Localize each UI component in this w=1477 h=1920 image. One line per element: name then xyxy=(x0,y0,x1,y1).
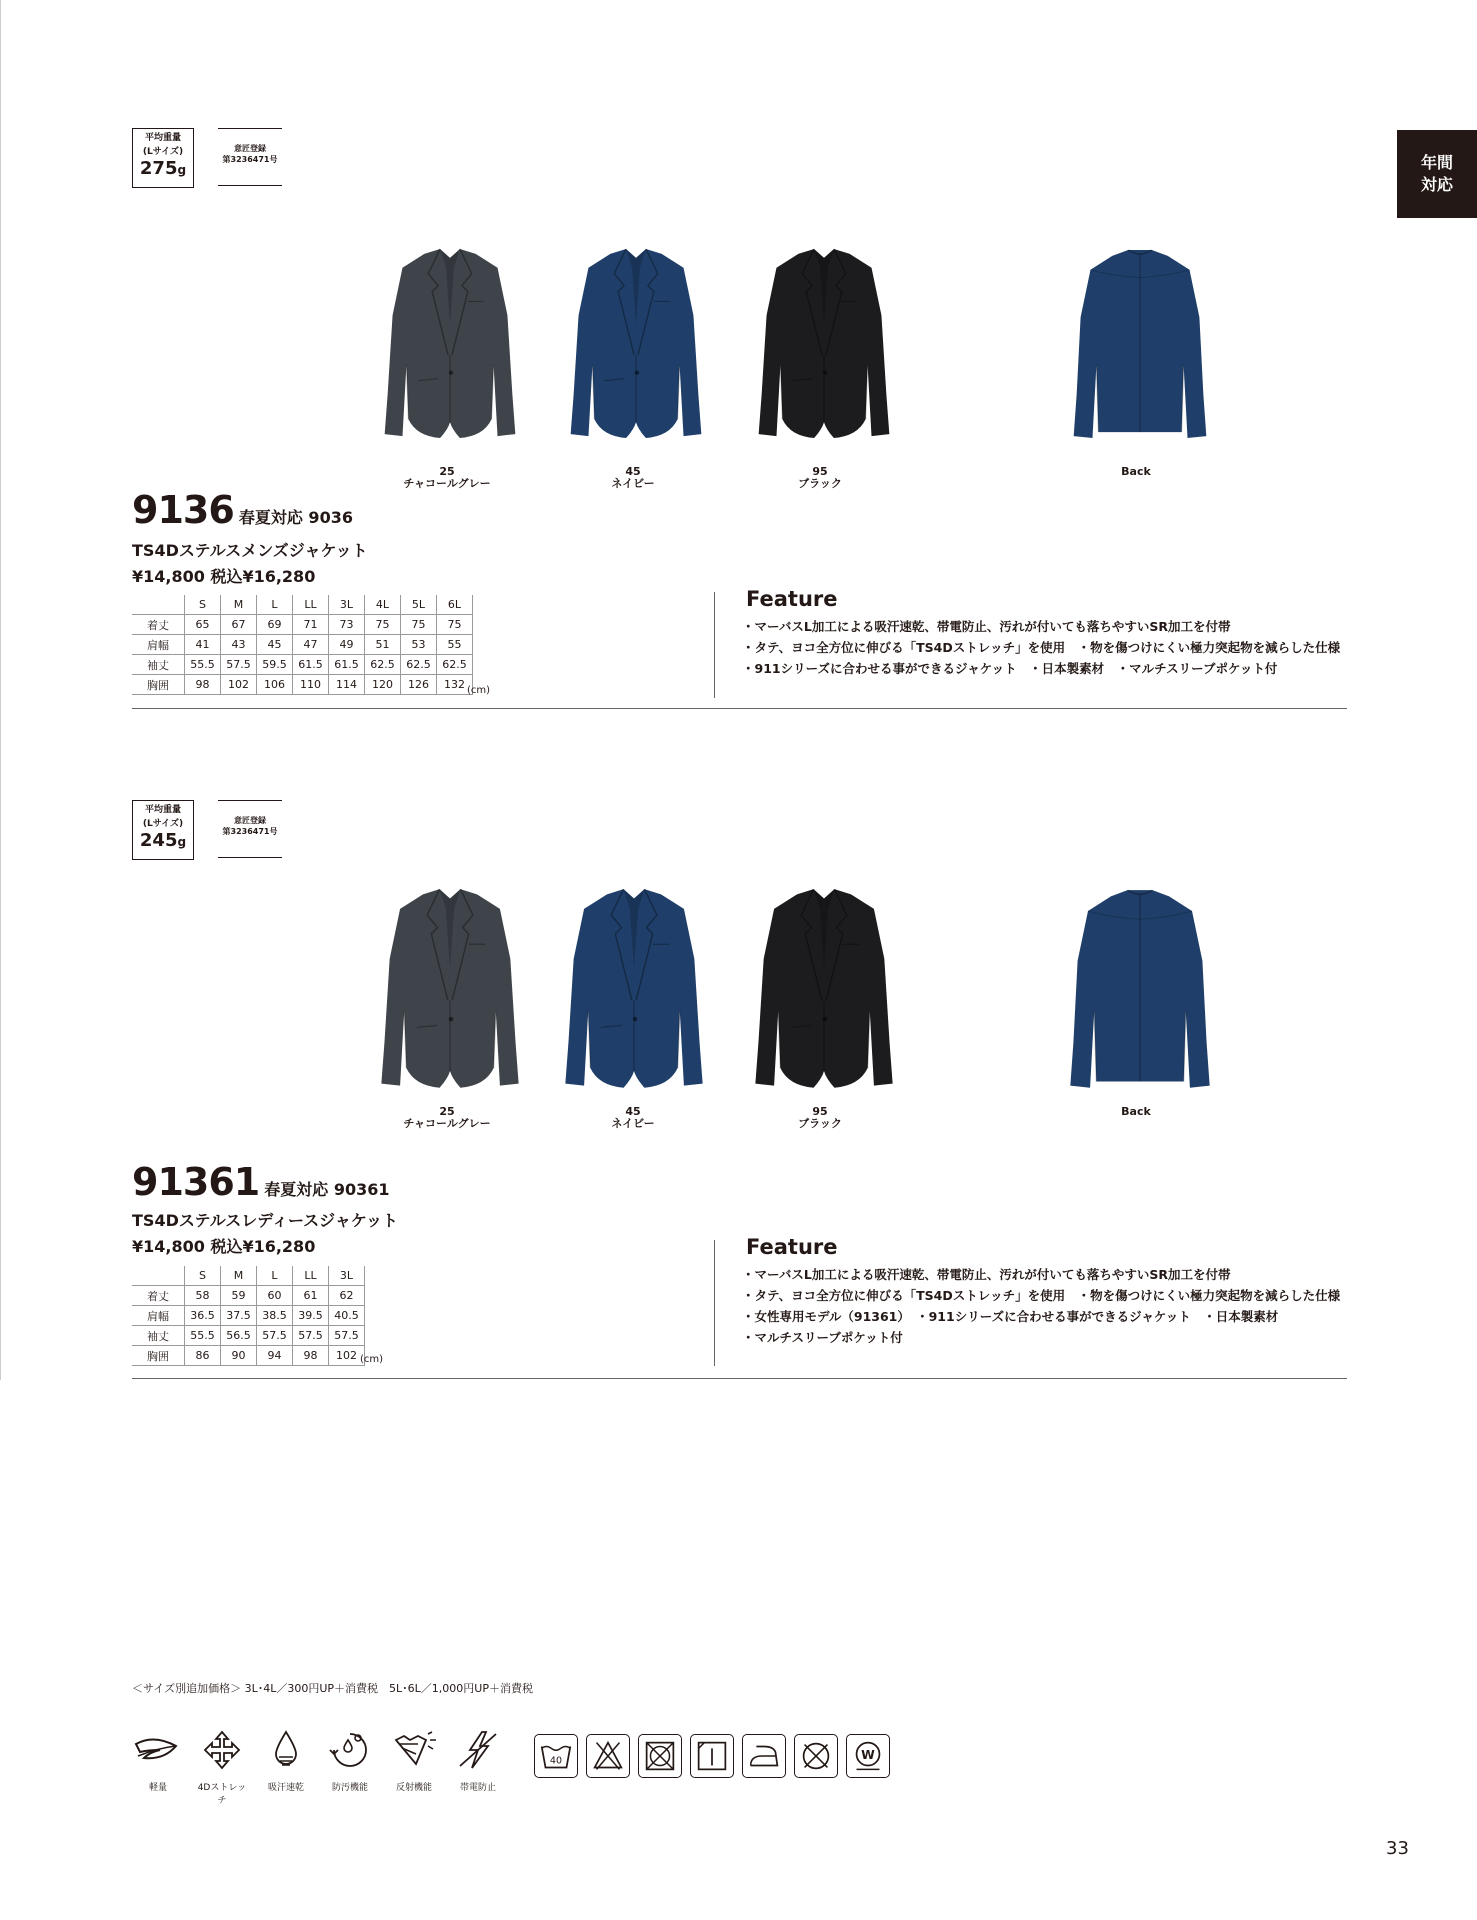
weight-box xyxy=(132,128,194,188)
wet-clean-icon xyxy=(846,1734,890,1778)
feature-item: ・マーバスL加工による吸汗速乾、帯電防止、汚れが付いても落ちやすいSR加工を付帯 xyxy=(742,1267,1231,1282)
size-row xyxy=(132,675,473,695)
design-registration xyxy=(218,800,282,858)
product-name: TS4Dステルスレディースジャケット xyxy=(132,1211,399,1230)
color-code: 95 xyxy=(812,1105,828,1118)
size-cell: 45 xyxy=(257,635,293,655)
color-code: 95 xyxy=(812,465,828,478)
size-header: 6L xyxy=(437,595,473,615)
care-labels xyxy=(534,1734,890,1778)
color-name: チャコールグレー xyxy=(403,477,491,490)
size-row xyxy=(132,655,473,675)
section-divider xyxy=(132,708,1347,709)
size-cell: 56.5 xyxy=(221,1326,257,1346)
feature-item: ・マルチスリーブポケット付 xyxy=(742,1330,903,1345)
function-label: 反射機能 xyxy=(395,1783,432,1793)
jacket-image-charcoal xyxy=(372,886,528,1094)
function-label: 軽量 xyxy=(148,1783,167,1793)
size-header: M xyxy=(221,1266,257,1286)
color-caption xyxy=(750,1106,890,1130)
size-row xyxy=(132,1346,365,1366)
iron-low-icon xyxy=(742,1734,786,1778)
size-cell: 102 xyxy=(221,675,257,695)
feature-item: ・タテ、ヨコ全方位に伸びる「TS4Dストレッチ」を使用 ・物を傷つけにくい極力突起物を減らした仕様 xyxy=(742,640,1341,655)
size-cell: 47 xyxy=(293,635,329,655)
function-icon-item xyxy=(260,1730,312,1806)
size-header: S xyxy=(185,1266,221,1286)
weight-label: 平均重量 xyxy=(144,805,181,815)
size-cell: 58 xyxy=(185,1286,221,1306)
model-number: 9136 xyxy=(132,488,234,532)
sweat-drop-icon xyxy=(262,1730,310,1770)
size-header: LL xyxy=(293,1266,329,1286)
feature-item: ・タテ、ヨコ全方位に伸びる「TS4Dストレッチ」を使用 ・物を傷つけにくい極力突起物を減らした仕様 xyxy=(742,1288,1341,1303)
size-row xyxy=(132,635,473,655)
size-cell: 40.5 xyxy=(329,1306,365,1326)
size-cell: 90 xyxy=(221,1346,257,1366)
size-cell: 53 xyxy=(401,635,437,655)
design-reg-number: 第3236471号 xyxy=(222,155,278,164)
size-cell: 62.5 xyxy=(365,655,401,675)
feature-title: Feature xyxy=(746,1235,838,1259)
weight-size-label: (Lサイズ) xyxy=(142,819,184,829)
size-cell: 62 xyxy=(329,1286,365,1306)
wet-clean-letter: W xyxy=(861,1746,875,1762)
size-row xyxy=(132,1326,365,1346)
size-cell: 75 xyxy=(401,615,437,635)
model-summer-variant: 春夏対応 90361 xyxy=(264,1180,390,1199)
size-cell: 57.5 xyxy=(293,1326,329,1346)
antistatic-icon xyxy=(454,1730,502,1770)
feature-title: Feature xyxy=(746,587,838,611)
function-icons xyxy=(132,1730,504,1806)
season-tab xyxy=(1397,130,1477,218)
season-tab-line2: 対応 xyxy=(1420,175,1453,194)
design-reg-number: 第3236471号 xyxy=(222,827,278,836)
size-cell: 94 xyxy=(257,1346,293,1366)
size-cell: 69 xyxy=(257,615,293,635)
feature-item: ・女性専用モデル（91361） ・911シリーズに合わせる事ができるジャケット ・日本製素材 xyxy=(742,1309,1279,1324)
size-row-label: 肩幅 xyxy=(132,635,185,655)
stain-resistant-icon xyxy=(326,1730,374,1770)
size-cell: 86 xyxy=(185,1346,221,1366)
size-cell: 36.5 xyxy=(185,1306,221,1326)
function-label: 吸汗速乾 xyxy=(267,1783,304,1793)
size-cell: 75 xyxy=(365,615,401,635)
weight-value: 245g xyxy=(139,830,187,851)
model-summer-variant: 春夏対応 9036 xyxy=(238,508,353,527)
feature-list xyxy=(742,1264,1340,1348)
color-name: チャコールグレー xyxy=(403,1117,491,1130)
size-header: 3L xyxy=(329,595,365,615)
size-header: 3L xyxy=(329,1266,365,1286)
size-row xyxy=(132,1306,365,1326)
size-cell: 57.5 xyxy=(329,1326,365,1346)
color-caption xyxy=(563,1106,703,1130)
color-name: ブラック xyxy=(798,477,842,490)
size-header: M xyxy=(221,595,257,615)
size-cell: 43 xyxy=(221,635,257,655)
size-cell: 120 xyxy=(365,675,401,695)
size-cell: 60 xyxy=(257,1286,293,1306)
function-icon-item xyxy=(324,1730,376,1806)
back-label: Back xyxy=(1121,1105,1151,1118)
price: ¥14,800 税込¥16,280 xyxy=(132,567,316,586)
size-table xyxy=(132,1266,365,1366)
color-code: 45 xyxy=(625,465,641,478)
jacket-image-black xyxy=(746,886,902,1094)
size-cell: 106 xyxy=(257,675,293,695)
wash-40-icon xyxy=(534,1734,578,1778)
product-name: TS4Dステルスメンズジャケット xyxy=(132,541,368,560)
size-cell: 132 xyxy=(437,675,473,695)
size-cell: 55.5 xyxy=(185,1326,221,1346)
size-cell: 65 xyxy=(185,615,221,635)
price: ¥14,800 税込¥16,280 xyxy=(132,1237,316,1256)
size-cell: 39.5 xyxy=(293,1306,329,1326)
function-icon-item xyxy=(132,1730,184,1806)
size-cell: 59 xyxy=(221,1286,257,1306)
function-label: 4Dストレッチ xyxy=(197,1783,247,1806)
size-cell: 61 xyxy=(293,1286,329,1306)
function-icon-item xyxy=(452,1730,504,1806)
line-dry-shade-icon xyxy=(690,1734,734,1778)
function-icon-item xyxy=(196,1730,248,1806)
feature-list xyxy=(742,616,1340,679)
size-cell: 98 xyxy=(293,1346,329,1366)
season-tab-line1: 年間 xyxy=(1420,153,1453,172)
back-caption xyxy=(1066,1106,1206,1118)
size-row xyxy=(132,1286,365,1306)
size-cell: 61.5 xyxy=(329,655,365,675)
size-cell: 75 xyxy=(437,615,473,635)
size-price-note: ＜サイズ別追加価格＞ 3L･4L／300円UP＋消費税 5L･6L／1,000円UP＋消費税 xyxy=(132,1682,533,1695)
size-row-label: 袖丈 xyxy=(132,655,185,675)
size-cell: 37.5 xyxy=(221,1306,257,1326)
size-row-label: 着丈 xyxy=(132,1286,185,1306)
color-code: 25 xyxy=(439,465,455,478)
color-code: 45 xyxy=(625,1105,641,1118)
size-cell: 57.5 xyxy=(221,655,257,675)
design-reg-label: 意匠登録 xyxy=(234,144,266,153)
jacket-image-back xyxy=(1066,246,1214,444)
size-cell: 41 xyxy=(185,635,221,655)
size-cell: 55 xyxy=(437,635,473,655)
size-row xyxy=(132,615,473,635)
size-header-row xyxy=(132,1266,365,1286)
size-header: 4L xyxy=(365,595,401,615)
function-icon-item xyxy=(388,1730,440,1806)
size-cell: 67 xyxy=(221,615,257,635)
size-cell: 126 xyxy=(401,675,437,695)
size-header: 5L xyxy=(401,595,437,615)
wash-temp: 40 xyxy=(549,1755,563,1767)
size-header: LL xyxy=(293,595,329,615)
color-code: 25 xyxy=(439,1105,455,1118)
color-name: ネイビー xyxy=(611,1117,655,1130)
size-cell: 51 xyxy=(365,635,401,655)
page-edge-line xyxy=(0,0,1,1380)
feather-icon xyxy=(134,1730,182,1770)
size-cell: 102 xyxy=(329,1346,365,1366)
size-cell: 57.5 xyxy=(257,1326,293,1346)
unit-label: (cm) xyxy=(360,1354,384,1365)
size-cell: 62.5 xyxy=(401,655,437,675)
column-divider xyxy=(714,1240,715,1366)
weight-value: 275g xyxy=(139,158,187,179)
function-label: 防汚機能 xyxy=(331,1783,368,1793)
unit-label: (cm) xyxy=(467,685,491,696)
back-caption xyxy=(1066,466,1206,478)
jacket-image-navy xyxy=(556,886,712,1094)
weight-box xyxy=(132,800,194,860)
feature-item: ・マーバスL加工による吸汗速乾、帯電防止、汚れが付いても落ちやすいSR加工を付帯 xyxy=(742,619,1231,634)
no-dry-clean-icon xyxy=(794,1734,838,1778)
no-bleach-icon xyxy=(586,1734,630,1778)
size-header: L xyxy=(257,595,293,615)
color-caption xyxy=(750,466,890,490)
size-row-label: 胸囲 xyxy=(132,675,185,695)
back-label: Back xyxy=(1121,465,1151,478)
model-heading xyxy=(132,488,353,532)
size-row-label: 袖丈 xyxy=(132,1326,185,1346)
column-divider xyxy=(714,592,715,698)
color-caption xyxy=(377,1106,517,1130)
design-registration xyxy=(218,128,282,186)
size-cell: 55.5 xyxy=(185,655,221,675)
jacket-image-back xyxy=(1062,886,1218,1094)
size-row-label: 肩幅 xyxy=(132,1306,185,1326)
no-tumble-dry-icon xyxy=(638,1734,682,1778)
jacket-image-navy xyxy=(562,246,710,444)
size-cell: 49 xyxy=(329,635,365,655)
size-cell: 61.5 xyxy=(293,655,329,675)
model-heading xyxy=(132,1160,390,1204)
size-cell: 73 xyxy=(329,615,365,635)
section-divider xyxy=(132,1378,1347,1379)
size-header-row xyxy=(132,595,473,615)
size-row-label: 胸囲 xyxy=(132,1346,185,1366)
size-cell: 110 xyxy=(293,675,329,695)
jacket-image-charcoal xyxy=(376,246,524,444)
color-name: ネイビー xyxy=(611,477,655,490)
weight-size-label: (Lサイズ) xyxy=(142,147,184,157)
size-cell: 62.5 xyxy=(437,655,473,675)
reflective-icon xyxy=(390,1730,438,1770)
color-caption xyxy=(563,466,703,490)
size-cell: 59.5 xyxy=(257,655,293,675)
size-cell: 71 xyxy=(293,615,329,635)
model-number: 91361 xyxy=(132,1160,260,1204)
size-row-label: 着丈 xyxy=(132,615,185,635)
stretch-icon xyxy=(198,1730,246,1770)
color-name: ブラック xyxy=(798,1117,842,1130)
design-reg-label: 意匠登録 xyxy=(234,816,266,825)
function-label: 帯電防止 xyxy=(459,1783,496,1793)
feature-item: ・911シリーズに合わせる事ができるジャケット ・日本製素材 ・マルチスリーブポケット付 xyxy=(742,661,1278,676)
size-header: S xyxy=(185,595,221,615)
size-cell: 114 xyxy=(329,675,365,695)
page-number: 33 xyxy=(1386,1838,1409,1859)
weight-label: 平均重量 xyxy=(144,133,181,143)
size-table xyxy=(132,595,473,695)
size-header: L xyxy=(257,1266,293,1286)
jacket-image-black xyxy=(750,246,898,444)
color-caption xyxy=(377,466,517,490)
size-cell: 38.5 xyxy=(257,1306,293,1326)
size-cell: 98 xyxy=(185,675,221,695)
